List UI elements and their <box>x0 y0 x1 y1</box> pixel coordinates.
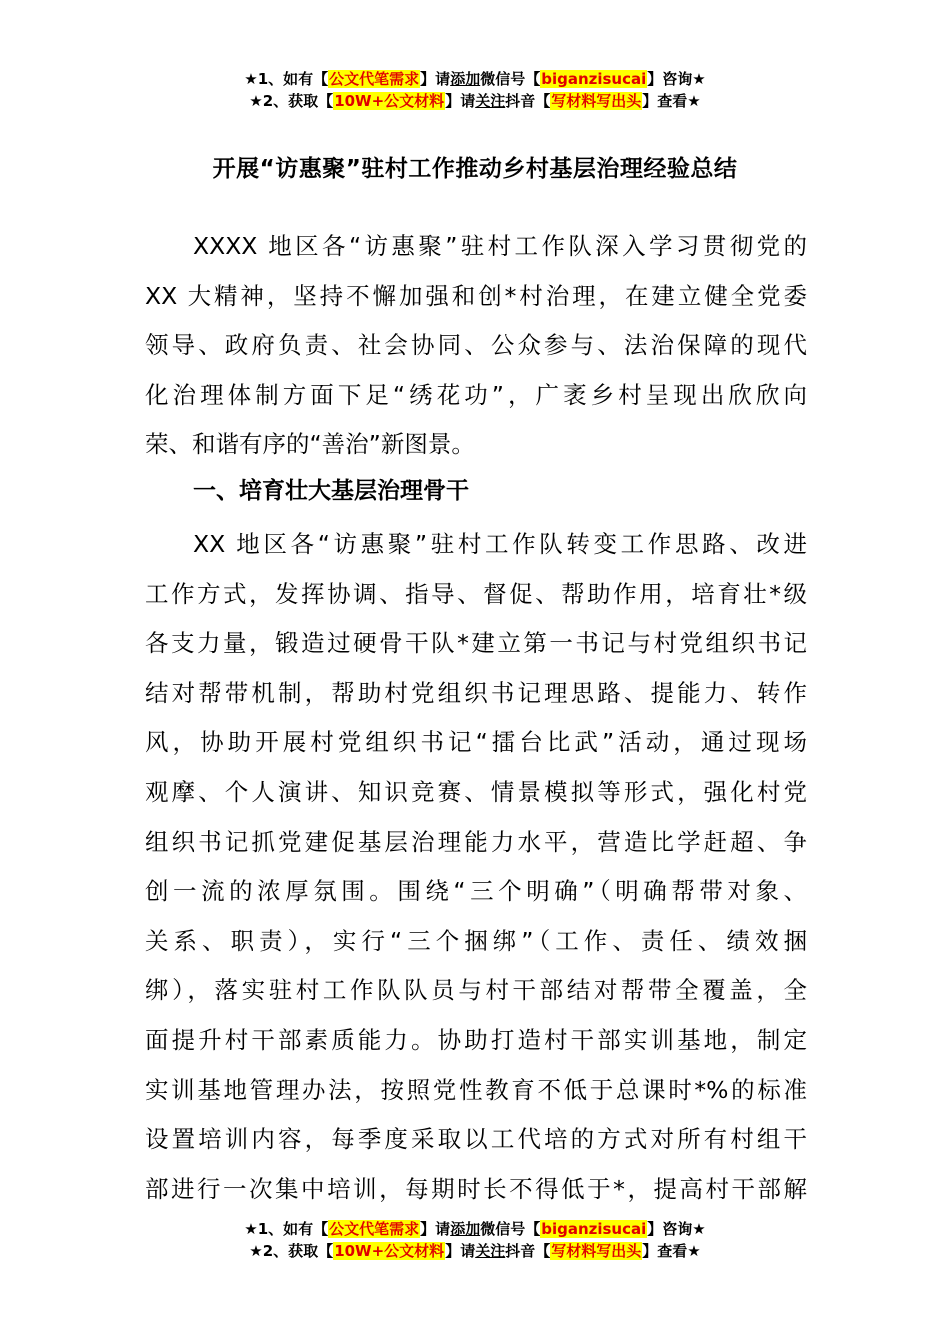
banner-highlight: 写材料写出头 <box>551 92 642 110</box>
banner-text: 抖音【 <box>505 1242 551 1260</box>
text-line: 荣、和谐有序的“善治”新图景。 <box>145 430 475 459</box>
text-line: 实训基地管理办法，按照党性教育不低于总课时*%的标准 <box>145 1075 807 1104</box>
banner-text: 】查看★ <box>642 1242 701 1260</box>
text-line: XX 大精神，坚持不懈加强和创*村治理，在建立健全党委 <box>145 281 807 310</box>
banner-text: ★1、如有【 <box>244 1220 329 1238</box>
paragraph-intro <box>145 222 807 470</box>
banner-text: 抖音【 <box>505 92 551 110</box>
paragraph-section-1 <box>145 520 807 1214</box>
banner-highlight: biganzisucai <box>541 70 647 88</box>
banner-text: ★2、获取【 <box>249 92 334 110</box>
banner-highlight: biganzisucai <box>541 1220 647 1238</box>
banner-line-1 <box>0 68 950 90</box>
banner-line-2 <box>0 1240 950 1262</box>
banner-line-2 <box>0 90 950 112</box>
text-line: 观摩、个人演讲、知识竞赛、情景模拟等形式，强化村党 <box>145 777 807 806</box>
banner-text: 】咨询★ <box>647 1220 706 1238</box>
banner-underline: 关注 <box>475 92 506 110</box>
banner-text: 微信号【 <box>480 1220 541 1238</box>
text-line: 绑），落实驻村工作队队员与村干部结对帮带全覆盖，全 <box>145 976 807 1005</box>
banner-text: 】请 <box>445 1242 476 1260</box>
text-line: 各支力量，锻造过硬骨干队*建立第一书记与村党组织书记 <box>145 629 807 658</box>
banner-highlight: 公文代笔需求 <box>329 1220 420 1238</box>
footer-banner <box>0 1218 950 1262</box>
banner-text: 】请 <box>420 1220 451 1238</box>
banner-highlight: 10W+公文材料 <box>334 1242 445 1260</box>
text-line: 创一流的浓厚氛围。围绕“三个明确”（明确帮带对象、 <box>145 877 807 906</box>
banner-highlight: 写材料写出头 <box>551 1242 642 1260</box>
banner-text: 】咨询★ <box>647 70 706 88</box>
section-heading: 一、培育壮大基层治理骨干 <box>193 478 469 504</box>
banner-underline: 添加 <box>450 1220 481 1238</box>
text-line: XX 地区各“访惠聚”驻村工作队转变工作思路、改进 <box>193 530 807 558</box>
text-line: 工作方式，发挥协调、指导、督促、帮助作用，培育壮*级 <box>145 579 807 608</box>
text-line: 结对帮带机制，帮助村党组织书记理思路、提能力、转作 <box>145 678 807 707</box>
text-line: 部进行一次集中培训，每期时长不得低于*，提高村干部解 <box>145 1174 807 1203</box>
banner-highlight: 10W+公文材料 <box>334 92 445 110</box>
text-line: 面提升村干部素质能力。协助打造村干部实训基地，制定 <box>145 1025 807 1054</box>
text-line: 风，协助开展村党组织书记“擂台比武”活动，通过现场 <box>145 728 807 757</box>
banner-highlight: 公文代笔需求 <box>329 70 420 88</box>
text-line: 化治理体制方面下足“绣花功”，广袤乡村呈现出欣欣向 <box>145 380 807 409</box>
banner-text: 】请 <box>445 92 476 110</box>
header-banner <box>0 68 950 112</box>
banner-text: 】查看★ <box>642 92 701 110</box>
banner-text: ★2、获取【 <box>249 1242 334 1260</box>
banner-text: 】请 <box>420 70 451 88</box>
text-line: 组织书记抓党建促基层治理能力水平，营造比学赶超、争 <box>145 827 807 856</box>
banner-underline: 关注 <box>475 1242 506 1260</box>
document-title: 开展“访惠聚”驻村工作推动乡村基层治理经验总结 <box>212 156 738 182</box>
banner-text: ★1、如有【 <box>244 70 329 88</box>
text-line: XXXX 地区各“访惠聚”驻村工作队深入学习贯彻党的 <box>193 232 807 260</box>
text-line: 领导、政府负责、社会协同、公众参与、法治保障的现代 <box>145 331 807 360</box>
text-line: 设置培训内容，每季度采取以工代培的方式对所有村组干 <box>145 1125 807 1154</box>
banner-line-1 <box>0 1218 950 1240</box>
text-line: 关系、职责），实行“三个捆绑”（工作、责任、绩效捆 <box>145 926 807 955</box>
banner-text: 微信号【 <box>480 70 541 88</box>
banner-underline: 添加 <box>450 70 481 88</box>
